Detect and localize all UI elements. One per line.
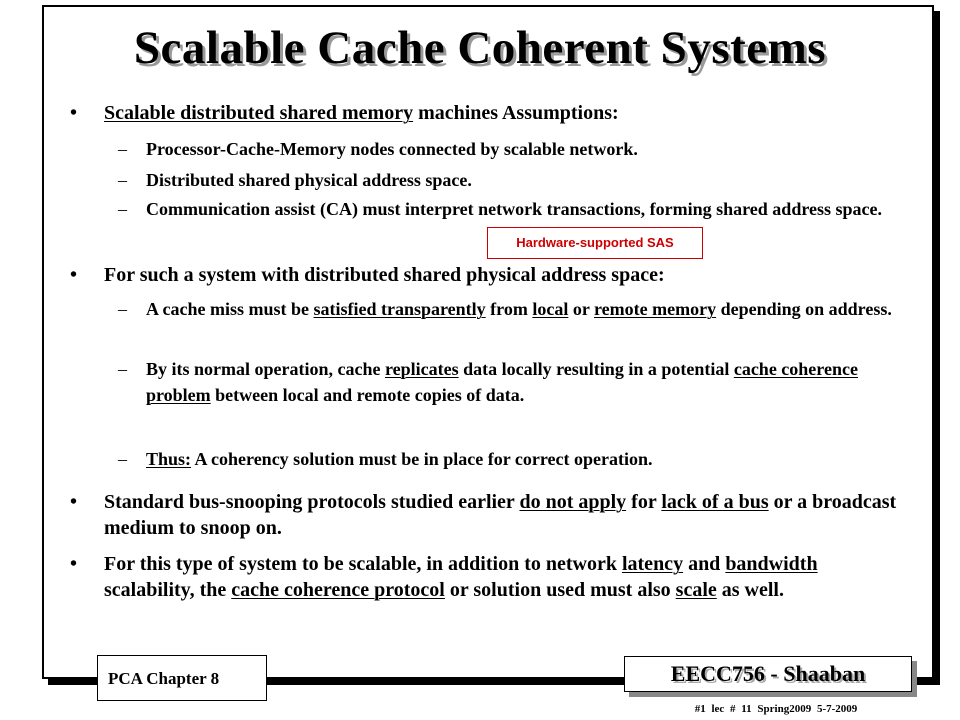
bullet-marker: • [70,102,78,124]
hardware-sas-callout: Hardware-supported SAS [487,227,703,259]
slide-title: Scalable Cache Coherent Systems [133,22,827,74]
pca-chapter-label: PCA Chapter 8 [97,655,267,701]
bullet-text: Scalable distributed shared memory machines Assumptions: [104,102,619,124]
slide-footer: #1 lec # 11 Spring2009 5-7-2009 [694,703,858,715]
course-label: EECC756 - Shaaban [624,656,912,692]
